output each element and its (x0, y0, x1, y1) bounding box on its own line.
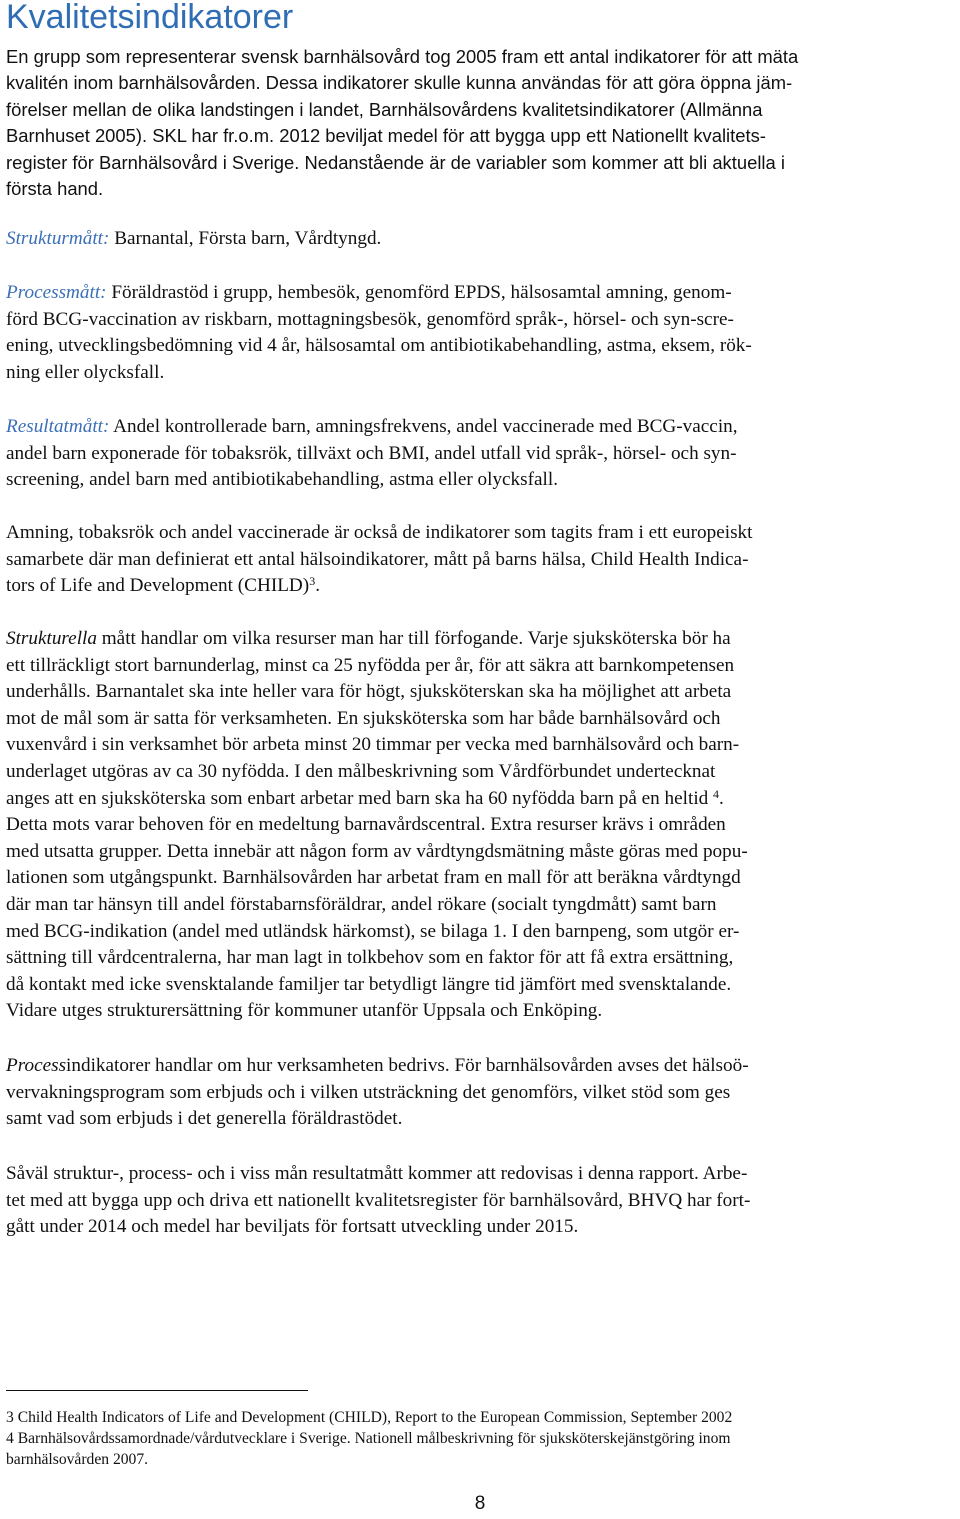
process-indicators-lead: Process (6, 1055, 67, 1076)
intro-line: förelser mellan de olika landstingen i landet, Barnhälsovårdens kvalitetsindikatorer (Allmänna (6, 98, 763, 120)
process-paragraph (6, 280, 954, 386)
strukturella-line (6, 786, 954, 813)
footnote-4: 4 Barnhälsovårdssamordnade/vårdutvecklare i Sverige. Nationell målbeskrivning för sjuksköterskejänstgöring inom (6, 1430, 731, 1447)
process-line: ning eller olycksfall. (6, 361, 165, 383)
child-line (6, 573, 954, 600)
intro-line: kvalitén inom barnhälsovården. Dessa indikatorer skulle kunna användas för att göra öppna jäm- (6, 72, 793, 94)
final-line: Såväl struktur-, process- och i viss mån resultatmått kommer att redovisas i denna rapport. Arbe- (6, 1163, 748, 1184)
strukturella-ref-end: . (719, 787, 724, 809)
footnote-divider (6, 1390, 308, 1391)
strukturella-line: sättning till vårdcentralerna, har man lagt in tolkbehov som en faktor för att få extra ersättning, (6, 947, 734, 969)
intro-line: första hand. (6, 178, 104, 200)
strukturella-lead-rest: mått handlar om vilka resurser man har till förfogande. Varje sjuksköterska bör ha (96, 628, 731, 649)
strukturella-line: vuxenvård i sin verksamhet bör arbeta minst 20 timmar per vecka med barnhälsovård och barn- (6, 734, 740, 756)
resultat-line (6, 414, 954, 441)
resultat-text: Andel kontrollerade barn, amningsfrekvens, andel vaccinerade med BCG-vaccin, (109, 416, 738, 437)
strukturella-line: Detta mots varar behoven för en medeltung barnavårdscentral. Extra resurser krävs i områden (6, 814, 726, 836)
struktur-label: Strukturmått: (6, 228, 110, 249)
process-label: Processmått: (6, 282, 107, 303)
strukturella-lead: Strukturella (6, 628, 97, 649)
process-line: förd BCG-vaccination av riskbarn, mottagningsbesök, genomförd språk-, hörsel- och syn-scre- (6, 308, 734, 330)
strukturella-paragraph (6, 626, 954, 1025)
page-number: 8 (474, 1493, 486, 1514)
intro-line: Barnhuset 2005). SKL har fr.o.m. 2012 beviljat medel för att bygga upp ett Nationellt kvalitets- (6, 125, 766, 147)
process-indicators-line (6, 1053, 954, 1080)
process-indicators-line: samt vad som erbjuds i det generella föräldrastödet. (6, 1108, 403, 1130)
resultat-line: andel barn exponerade för tobaksrök, tillväxt och BMI, andel utfall vid språk-, hörsel- och syn- (6, 442, 737, 464)
final-line: tet med att bygga upp och driva ett nationellt kvalitetsregister för barnhälsovård, BHVQ har fort- (6, 1189, 751, 1211)
footnote-ref-3: 3 (309, 574, 316, 589)
intro-line: En grupp som representerar svensk barnhälsovård tog 2005 fram ett antal indikatorer för att mäta (6, 46, 799, 67)
strukturella-line: med utsatta grupper. Detta innebär att någon form av vårdtyngdsmätning måste göras med popu- (6, 840, 748, 862)
strukturella-line: lationen som utgångspunkt. Barnhälsovården har arbetat fram en mall för att beräkna vårdtyngd (6, 867, 741, 889)
child-line-text: tors of Life and Development (CHILD) (6, 575, 310, 597)
child-line: Amning, tobaksrök och andel vaccinerade är också de indikatorer som tagits fram i ett europeiskt (6, 522, 753, 543)
strukturella-line: underhålls. Barnantalet ska inte heller vara för högt, sjuksköterskan ska ha möjlighet att arbeta (6, 681, 732, 703)
process-indicators-line: vervakningsprogram som erbjuds och i vilken utsträckning det genomförs, vilket stöd som ges (6, 1081, 731, 1103)
resultat-line: screening, andel barn med antibiotikabehandling, astma eller olycksfall. (6, 469, 558, 491)
struktur-line (6, 226, 954, 253)
resultat-paragraph (6, 414, 954, 494)
process-line (6, 280, 954, 307)
process-text: Föräldrastöd i grupp, hembesök, genomförd EPDS, hälsosamtal amning, genom- (106, 282, 732, 303)
strukturella-line: mot de mål som är satta för verksamheten. En sjuksköterska som har både barnhälsovård och (6, 707, 721, 729)
resultat-label: Resultatmått: (6, 416, 110, 437)
strukturella-line: då kontakt med icke svensktalande familjer tar betydligt längre tid jämfört med svensktalande. (6, 973, 732, 995)
process-line: ening, utvecklingsbedömning vid 4 år, hälsosamtal om antibiotikabehandling, astma, eksem, rök- (6, 335, 752, 357)
footnotes (6, 1407, 954, 1470)
strukturella-line (6, 626, 954, 653)
struktur-paragraph (6, 226, 954, 253)
footnote-4-continued: barnhälsovården 2007. (6, 1451, 149, 1468)
footnote-3: 3 Child Health Indicators of Life and Development (CHILD), Report to the European Commission, September 2002 (6, 1409, 733, 1426)
child-line: samarbete där man definierat ett antal hälsoindikatorer, mått på barns hälsa, Child Health Indica- (6, 548, 749, 570)
child-paragraph (6, 520, 954, 600)
strukturella-ref-text: anges att en sjuksköterska som enbart arbetar med barn ska ha 60 nyfödda barn på en heltid (6, 787, 714, 809)
intro-paragraph (6, 44, 954, 202)
page-title: Kvalitetsindikatorer (6, 0, 294, 36)
final-paragraph (6, 1161, 954, 1241)
strukturella-line: med BCG-indikation (andel med utländsk härkomst), se bilaga 1. I den barnpeng, som utgör er- (6, 920, 740, 942)
intro-line: register för Barnhälsovård i Sverige. Nedanstående är de variabler som kommer att bli aktuella i (6, 151, 785, 173)
final-line: gått under 2014 och medel har beviljats för fortsatt utveckling under 2015. (6, 1216, 579, 1238)
strukturella-line: Vidare utges strukturersättning för kommuner utanför Uppsala och Enköping. (6, 1000, 603, 1022)
strukturella-line: ett tillräckligt stort barnunderlag, minst ca 25 nyfödda per år, för att säkra att barnkompetensen (6, 654, 735, 676)
process-indicators-lead-rest: indikatorer handlar om hur verksamheten bedrivs. För barnhälsovården avses det hälsoö- (66, 1055, 749, 1076)
strukturella-line: där man tar hänsyn till andel förstabarnsföräldrar, andel rökare (socialt tyngdmått) samt barn (6, 893, 717, 915)
struktur-text: Barnantal, Första barn, Vårdtyngd. (109, 228, 382, 249)
child-line-end: . (315, 575, 320, 597)
footnote-ref-4: 4 (713, 786, 720, 801)
process-indicators-paragraph (6, 1053, 954, 1133)
strukturella-line: underlaget utgöras av ca 30 nyfödda. I den målbeskrivning som Vårdförbundet undertecknat (6, 760, 716, 782)
